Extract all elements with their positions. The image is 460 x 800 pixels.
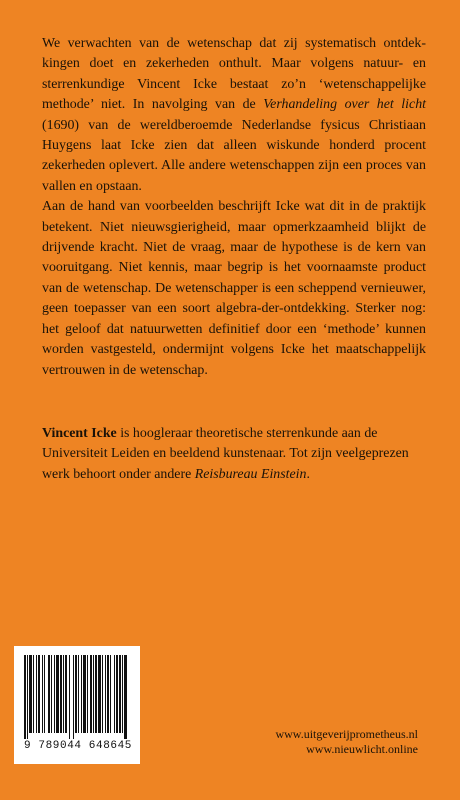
barcode-bar (87, 655, 88, 733)
barcode-bar (73, 655, 74, 739)
barcode-bar (56, 655, 59, 733)
barcode-bar (54, 655, 55, 733)
barcode-bar (48, 655, 50, 733)
barcode-bar (107, 655, 109, 733)
barcode-bar (93, 655, 94, 733)
barcode-bar (78, 655, 79, 733)
author-bio (42, 424, 426, 485)
barcode-bar (38, 655, 40, 733)
barcode-bar (83, 655, 86, 733)
barcode-bar (102, 655, 103, 733)
author-bio-end: . (306, 466, 310, 482)
isbn-barcode (14, 646, 140, 764)
author-bio-text: is hoogleraar theoretische sterrenkunde aan de Universiteit Leiden en beeldend kunstenaar. Tot zijn veelgeprezen werk behoort onder andere (42, 426, 409, 482)
blurb-p1-text-b: (1690) van de wereldberoemde Nederlandse fysicus Christiaan Huygens laat Icke zien dat alleen wiskunde honderd procent zekerheden oplevert. Alle andere wetenschappen zijn een proces van vallen en opstaan. (42, 117, 426, 194)
barcode-bar (27, 655, 28, 739)
publisher-url[interactable]: www.uitgeverijprometheus.nl (275, 727, 418, 741)
barcode-bar (90, 655, 92, 733)
barcode-bar (75, 655, 77, 733)
barcode-bar (44, 655, 45, 733)
barcode-bar (42, 655, 43, 733)
barcode-bar (124, 655, 127, 739)
author-book-title: Reisbureau Einstein (194, 466, 307, 482)
barcode-bar (29, 655, 32, 733)
barcode-bar (36, 655, 37, 733)
barcode-bar (65, 655, 67, 733)
barcode-bar (24, 655, 26, 739)
barcode-bar (122, 655, 123, 733)
barcode-bar (119, 655, 121, 733)
blurb-p1-text-a: We verwachten van de wetenschap dat zij systematisch ontdekkingen doet en zekerheden onthult. Maar volgens natuur- en sterrenkundige Vincent Icke bestaat zo’n ‘wetenschappelijke methode’ niet. In navolging van de (42, 36, 426, 113)
isbn-digits: 9 789044 648645 (23, 740, 133, 752)
author-name: Vincent Icke (42, 426, 117, 441)
barcode-bar (114, 655, 115, 733)
barcode-bar (105, 655, 106, 733)
blurb (42, 34, 426, 381)
website-links (275, 727, 418, 757)
blurb-paragraph-1 (42, 34, 426, 197)
book-site-url[interactable]: www.nieuwlicht.online (306, 742, 418, 756)
barcode-bar (116, 655, 118, 733)
referenced-work-title: Verhandeling over het licht (263, 97, 426, 113)
blurb-paragraph-2: Aan de hand van voorbeelden beschrijft Icke wat dit in de praktijk betekent. Niet nieuwsgierigheid, maar opmerkzaamheid blijkt de drijvende kracht. Niet de vraag, maar de hypothese is de kern van vooruitgang. Niet kennis, maar begrip is het voornaamste product van de wetenschap. De wetenschapper is een scheppend vernieuwer, geen toepasser van een soort algebra-der-ontdekking. Sterker nog: het geloof dat natuurwetten definitief door een ‘methode’ kunnen worden vastgesteld, ondermijnt volgens Icke het maatschappelijk vertrouwen in de wetenschap. (42, 199, 426, 378)
barcode-bar (51, 655, 52, 733)
barcode-bars (24, 655, 130, 739)
barcode-bar (110, 655, 111, 733)
barcode-bar (81, 655, 82, 733)
barcode-bar (33, 655, 34, 733)
barcode-bar (98, 655, 101, 733)
barcode-bar (63, 655, 64, 733)
barcode-bar (69, 655, 70, 739)
barcode-bar (60, 655, 62, 733)
author-bio-paragraph (42, 424, 426, 485)
barcode-bar (95, 655, 97, 733)
